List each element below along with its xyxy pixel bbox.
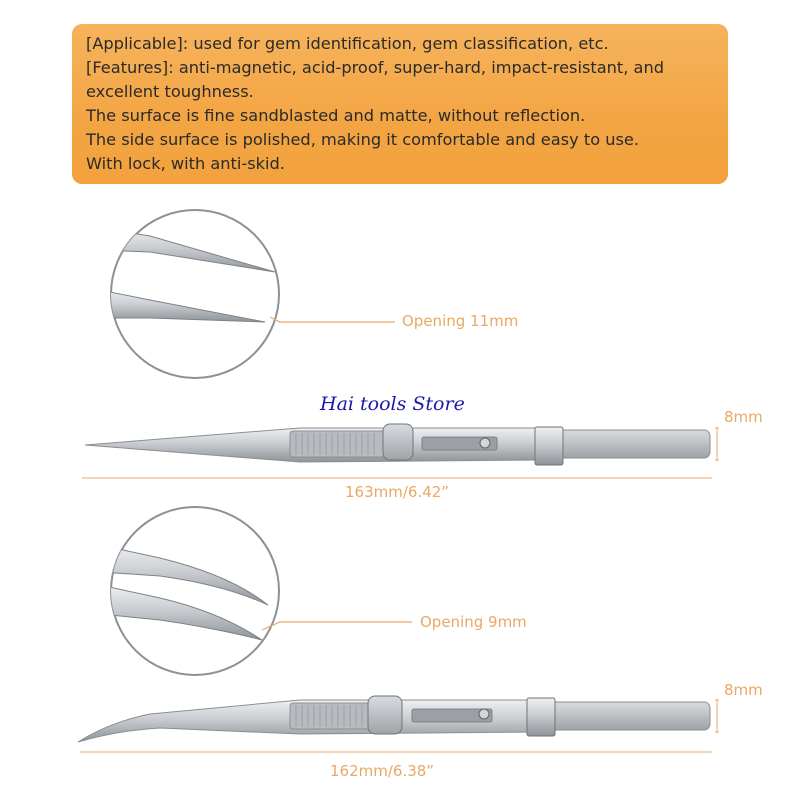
zoom-circle-curved-tip: [100, 507, 412, 675]
opening-label-straight: Opening 11mm: [402, 312, 519, 330]
store-watermark: Hai tools Store: [320, 393, 465, 415]
length-label-straight: 163mm/6.42”: [345, 483, 450, 501]
opening-label-curved: Opening 9mm: [420, 613, 527, 631]
banner-line: [Applicable]: used for gem identification, gem classification, etc.: [86, 34, 609, 53]
banner-line: The surface is fine sandblasted and matte, without reflection.: [86, 106, 586, 125]
tweezer-curved: [78, 696, 710, 742]
banner-line: excellent toughness.: [86, 82, 254, 101]
banner-line: The side surface is polished, making it comfortable and easy to use.: [86, 130, 640, 149]
width-label-curved: 8mm: [724, 681, 763, 699]
width-label-straight: 8mm: [724, 408, 763, 426]
zoom-circle-straight-tip: [100, 210, 395, 378]
length-label-curved: 162mm/6.38”: [330, 762, 435, 780]
banner-line: With lock, with anti-skid.: [86, 154, 285, 173]
banner-line: [Features]: anti-magnetic, acid-proof, super-hard, impact-resistant, and: [86, 58, 665, 77]
tweezer-straight: [85, 424, 710, 465]
